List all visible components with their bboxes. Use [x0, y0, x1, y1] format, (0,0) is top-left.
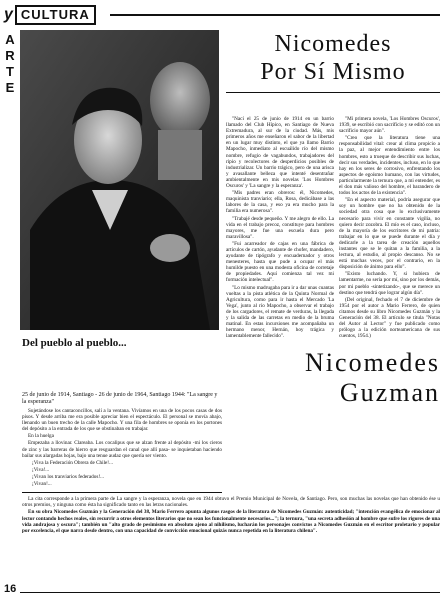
article-column-2: "Mi primera novela, 'Los Hombres Oscuros', 1939, se escribió con sacrificio y se editó con un sacrificio mayor aún". "Creo que la literatura tiene una responsabilidad vital: crear al clima propicio a la paz, al mejor entendimiento entre los hombres, esto a trueque de describir sus luchas, decir sus verdades, incidentes, incluso, en lo que hay en los seres de corrosivo, enfrentando los aspectos de egoísmo humano, con las virtudes, particularmente la ternura que, a mi entender, es el don más valioso del hombre, el barandero de todos los actos de la existencia". "En el aspecto material, podría asegurar que soy un hombre que no ha obtenido de la sociedad otra cosa que lo exclusivamente necesario para vivir en constante vigilia, no quiero decir zozobra. El mío es el caso, incluso, de la mayoría de los escritores de mi patria: trabajar en lo que se puede durante el día y dedicarle a la tarea de creación aquellos instantes que se le quitan a la familia, a la lectura, al estudio, al propio descanso. No se está muchas veces, por el contrario, en la disposición de ánimo para ello". "Existo luchando. Y, si hubiera de lamentarme, no sería por mí, sino por los demás, por mi pueblo -sintetizando-, que se merece un destino que tendrá que lograr algún día". (Del original, fechado el 7 de diciembre de 1954 por el autor a Mario Ferrero, de quien citamos desde su libro Nicomedes Guzmán y la Generación del 38. El artículo se titula "Notas del Autor al Lector" y fue publicado como prólogo a la edición norteamericana de sus cuentos, 1954.) [339, 116, 440, 340]
section-prefix: y [4, 6, 13, 23]
title-rule [226, 92, 440, 93]
section-label: CULTURA [15, 5, 96, 25]
article-column-1: "Nací el 25 de junio de 1914 en un barrio llamado del Club Hípico, en Santiago de Nueva Extremadura, al sur de la ciudad. Más, mis primeros años me enseñaron el sabor de la libertad en un lugar muy distinto, el que ya llamo Barrio Mapocho, inmediato al escuálido río del mismo nombre, refugio de vagabundos, trabajadores del ripio y recolectores de desperdicios posibles de industrializar. Un barrio trágico, pero de una arisca y avasallante belleza que intenté desentrañar ambientalmente en mis novelas 'Los Hombres Oscuros' y 'La sangre y la esperanza'. "Mis padres eran obreros: él, Nicomedes, maquinista tranviario; ella, Rosa, dedicábase a las labores de la casa, y eso ya era mucho para la familia era numerosa". "Trabajé desde pequeño. Y me alegro de ello. La vida en el trabajo precoz, constituye para hombres mayores, me fue una escuela dura pero maravillosa". "Fui acarreador de cajas en una fábrica de artículos de cartón, ayudante de chofer, mandadero, ayudante de tipógrafo y encuadernador y otros menesteres, hasta que pude a ocupar el más humilde puesto en una modesta oficina de corretaje de propiedades. Aquí comienza tal vez mi formación intelectual". "Lo mismo madrugaba para ir a dar unas cuantas vueltas a la pista atlética de la Quinta Normal de Agricultura, como para ir hasta el Mercado 'La Vega', junto al río Mapocho, a observar el trabajo de los cargadores, el remate de verduras, la llegada y la salida de las carretas en medio de la bruma matinal. En estas incursiones me acompañaba un hermano menor, Hernán, hoy trágica y lamentablemente fallecido". [226, 116, 334, 340]
header-rule [110, 14, 440, 16]
excerpt-rule [22, 492, 222, 493]
excerpt-body: Sujetándose los cantaconcillos, salí a la ventana. Vivíamos en una de los pocos casas de dos pisos. Y desde arriba me era posible apreciar bien el espectáculo. El personal se movía abajo, llenando un buen trecho de la calle Mapocho. Y una fila de hombres se oponía en los portones del depósito a la entrada de los que se obstinaban en trabajar. En la huelga Empezaba a llovinar. Clareaba. Los cocalipus que se alzan frente al depósito -mi los cieros de zinc y las barreras de hierro que resguardan el canal que allí pasa- se inquietaban haciendo bailar sus alargadas hojas, bajo una tenue audaz que quería ser viento. ¡Viva la Federación Obrera de Chile!... ¡Viva!... ¡Vivan los tranviarios federados!... ¡Vivan!... [22, 408, 222, 488]
author-photo [20, 30, 219, 330]
author-photo-image [20, 30, 219, 330]
footer-rule [20, 592, 440, 593]
article-title: Nicomedes Por Sí Mismo [260, 31, 406, 85]
side-label: A R T E [5, 32, 15, 95]
lower-title: Nicomedes Guzman [305, 348, 440, 407]
section-header [4, 4, 96, 26]
lower-kicker: Del pueblo al pueblo... [22, 337, 127, 349]
dates-line: 25 de junio de 1914, Santiago - 26 de junio de 1964, Santiago 1944: "La sangre y la esperanza" [22, 392, 218, 405]
commentary-body: La cita corresponde a la primera parte de La sangre y la esperanza, novela que en 1944 obtuvo el Premio Municipal de Novela, de Santiago. Pero, son muchas las novelas que han obtenido ése u otros premios, y ninguna como ésta ha significado tanto en las letras nacionales. En su obra Nicomedes Guzmán y la Generación del 38, Mario Ferrero apunta algunos rasgos de la literatura de Nicomedes Guzmán: autenticidad; "intención evangélica de emocionar al lector contando hechos reales, sin recurrir a otros elementos literarios que no sean los funcionalmente necesarios..."; la ternura, "una secreta adhesión al hombre que sufre los rigores de una vida andrajosa y oscura"; también un "alto grado de pesimismo en absoluto ajeno al nihilismo, lucharán los personajes convictos a Nicomedes Guzmán en el escritor proletario y popular por excelencia, el que narra desde dentro, con una capacidad de convicción emocional quizás nunca repetida en la literatura chilena". [22, 496, 440, 535]
page-number: 16 [4, 583, 17, 595]
